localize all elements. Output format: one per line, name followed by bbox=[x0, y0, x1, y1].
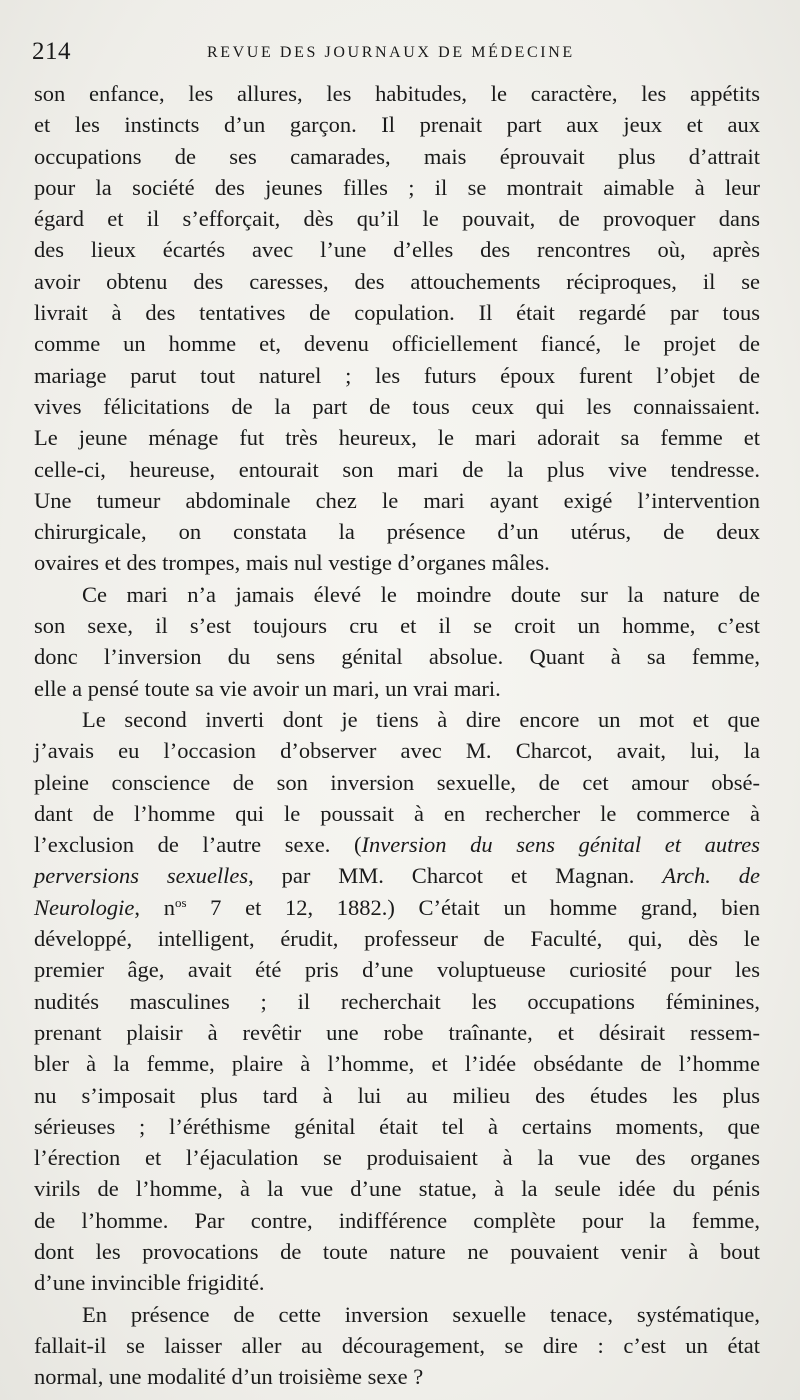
text-line: Le jeune ménage fut très heureux, le mari adorait sa femme et bbox=[34, 425, 760, 451]
text-line: des lieux écartés avec l’une d’elles des rencontres où, après bbox=[34, 237, 760, 263]
text-run: , par MM. Charcot et Magnan. bbox=[248, 863, 663, 889]
text-line: son sexe, il s’est toujours cru et il se croit un homme, c’est bbox=[34, 613, 760, 639]
text-line: occupations de ses camarades, mais éprouvait plus d’attrait bbox=[34, 143, 760, 169]
text-run: 7 et 12, 1882.) C’était un homme grand, bien bbox=[186, 894, 761, 920]
text-line: Une tumeur abdominale chez le mari ayant exigé l’intervention bbox=[34, 487, 760, 513]
text-line: avoir obtenu des caresses, des attouchements réciproques, il se bbox=[34, 268, 760, 294]
page-header bbox=[32, 38, 768, 72]
text-line: chirurgicale, on constata la présence d’un utérus, de deux bbox=[34, 519, 760, 545]
text-line: livrait à des tentatives de copulation. Il était regardé par tous bbox=[34, 300, 760, 326]
text-line-with-citation bbox=[34, 829, 760, 860]
text-line: dont les provocations de toute nature ne pouvaient venir à bout bbox=[34, 1238, 760, 1264]
text-line: nudités masculines ; il recherchait les occupations féminines, bbox=[34, 988, 760, 1014]
text-run: l’exclusion de l’autre sexe. ( bbox=[34, 832, 362, 858]
text-line-with-citation bbox=[34, 860, 760, 891]
paragraph-start-line: Ce mari n’a jamais élevé le moindre doute sur la nature de bbox=[82, 581, 760, 607]
body-text bbox=[34, 78, 760, 1392]
text-line: pleine conscience de son inversion sexuelle, de cet amour obsé- bbox=[34, 769, 760, 795]
text-line: normal, une modalité d’un troisième sexe ? bbox=[34, 1364, 424, 1390]
text-line: et les instincts d’un garçon. Il prenait part aux jeux et aux bbox=[34, 112, 760, 138]
text-line: mariage parut tout naturel ; les futurs époux furent l’objet de bbox=[34, 362, 760, 388]
text-line: dant de l’homme qui le poussait à en rechercher le commerce à bbox=[34, 800, 760, 826]
text-line: j’avais eu l’occasion d’observer avec M. Charcot, avait, lui, la bbox=[34, 738, 760, 764]
citation-title: Inversion du sens génital et autres bbox=[361, 832, 760, 858]
page-number: 214 bbox=[32, 38, 71, 65]
text-line: sérieuses ; l’éréthisme génital était tel à certains moments, que bbox=[34, 1113, 760, 1139]
text-line: bler à la femme, plaire à l’homme, et l’idée obsédante de l’homme bbox=[34, 1051, 760, 1077]
citation-journal: Neurologie bbox=[34, 894, 135, 920]
text-line: elle a pensé toute sa vie avoir un mari, un vrai mari. bbox=[34, 675, 501, 701]
text-line: de l’homme. Par contre, indifférence complète pour la femme, bbox=[34, 1207, 760, 1233]
text-line: développé, intelligent, érudit, professeur de Faculté, qui, dès le bbox=[34, 926, 760, 952]
text-line: l’érection et l’éjaculation se produisaient à la vue des organes bbox=[34, 1145, 760, 1171]
text-line: prenant plaisir à revêtir une robe traînante, et désirait ressem- bbox=[34, 1019, 760, 1045]
text-line: pour la société des jeunes filles ; il se montrait aimable à leur bbox=[34, 174, 760, 200]
text-line: vives félicitations de la part de tous ceux qui les connaissaient. bbox=[34, 393, 760, 419]
text-line: donc l’inversion du sens génital absolue. Quant à sa femme, bbox=[34, 644, 760, 670]
superscript: os bbox=[174, 894, 187, 910]
citation-title: perversions sexuelles bbox=[34, 863, 249, 889]
text-line: nu s’imposait plus tard à lui au milieu des études les plus bbox=[34, 1082, 760, 1108]
text-line: son enfance, les allures, les habitudes, le caractère, les appétits bbox=[34, 81, 760, 106]
text-line: fallait-il se laisser aller au découragement, se dire : c’est un état bbox=[34, 1332, 760, 1358]
text-line: d’une invincible frigidité. bbox=[34, 1270, 265, 1296]
citation-journal: Arch. de bbox=[662, 863, 761, 889]
paragraph-start-line: En présence de cette inversion sexuelle tenace, systématique, bbox=[82, 1301, 760, 1327]
text-line: virils de l’homme, à la vue d’une statue, à la seule idée du pénis bbox=[34, 1176, 760, 1202]
running-head: REVUE DES JOURNAUX DE MÉDECINE bbox=[207, 44, 575, 61]
text-line-with-citation bbox=[34, 892, 760, 923]
text-run: , n bbox=[134, 894, 175, 920]
paragraph-start-line: Le second inverti dont je tiens à dire encore un mot et que bbox=[82, 706, 760, 732]
text-line: celle-ci, heureuse, entourait son mari de la plus vive tendresse. bbox=[34, 456, 760, 482]
text-line: premier âge, avait été pris d’une voluptueuse curiosité pour les bbox=[34, 957, 760, 983]
text-line: égard et il s’efforçait, dès qu’il le pouvait, de provoquer dans bbox=[34, 206, 760, 232]
text-line: comme un homme et, devenu officiellement fiancé, le projet de bbox=[34, 331, 760, 357]
text-line: ovaires et des trompes, mais nul vestige d’organes mâles. bbox=[34, 550, 550, 576]
